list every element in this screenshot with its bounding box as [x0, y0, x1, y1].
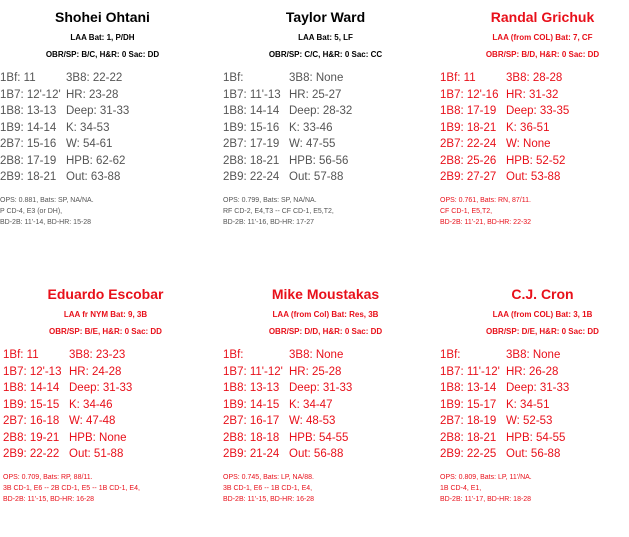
- right-cell: Deep: 31-33: [66, 105, 130, 117]
- team-info: LAA fr NYM Bat: 9, 3B: [63, 310, 148, 319]
- left-cell: 1B7: 11'-12': [440, 365, 500, 378]
- left-cell: 1B7: 11'-12': [223, 365, 283, 378]
- result-row: [0, 87, 205, 104]
- team-info: LAA (from COL) Bat: 7, CF: [492, 33, 593, 42]
- left-cell: 1B7: 12'-12': [0, 88, 61, 101]
- result-row: [440, 120, 629, 137]
- result-row: [440, 136, 629, 153]
- result-row: [440, 446, 629, 463]
- result-row: [3, 380, 208, 397]
- result-row: [3, 397, 208, 414]
- result-row: [223, 380, 428, 397]
- right-cell: HPB: None: [69, 431, 127, 444]
- left-cell: 2B9: 27-27: [440, 171, 497, 183]
- player-name: Shohei Ohtani: [55, 9, 150, 25]
- result-row: [223, 347, 428, 364]
- player-card: [440, 8, 629, 228]
- team-info: LAA (from Col) Bat: Res, 3B: [272, 310, 379, 319]
- right-cell: HPB: 52-52: [506, 154, 566, 167]
- left-cell: 1B9: 18-21: [440, 121, 497, 134]
- right-cell: W: 47-55: [289, 138, 336, 150]
- result-row: [3, 430, 208, 447]
- bd-line: BD-2B: 11'-21, BD-HR: 22-32: [440, 218, 532, 226]
- right-cell: W: None: [506, 138, 551, 150]
- player-card: [3, 285, 208, 505]
- left-cell: 2B7: 17-19: [223, 138, 280, 150]
- result-table: [223, 347, 428, 463]
- right-cell: K: 34-47: [289, 398, 333, 411]
- defense-line: RF CD-2, E4,T3 -- CF CD-1, E5,T2,: [223, 207, 334, 215]
- card-footer: [3, 472, 208, 505]
- left-cell: 1B9: 14-15: [223, 398, 280, 411]
- right-cell: K: 34-53: [66, 121, 110, 134]
- right-cell: 3B8: 28-28: [506, 72, 563, 84]
- left-cell: 2B8: 18-21: [440, 431, 497, 444]
- result-row: [0, 103, 205, 120]
- result-row: [223, 413, 428, 430]
- result-row: [223, 430, 428, 447]
- result-row: [223, 103, 428, 120]
- right-cell: K: 34-46: [69, 398, 113, 411]
- ops-line: OPS: 0.709, Bats: RP, 88/11.: [3, 473, 93, 481]
- right-cell: Out: 57-88: [289, 171, 344, 183]
- left-cell: 2B7: 18-19: [440, 415, 497, 427]
- left-cell: 1B9: 15-16: [223, 121, 280, 134]
- player-name: Mike Moustakas: [271, 286, 380, 302]
- right-cell: HR: 25-28: [289, 365, 342, 378]
- bd-line: BD-2B: 11'-14, BD-HR: 15-28: [0, 218, 92, 226]
- bd-line: BD-2B: 11'-15, BD-HR: 16-28: [3, 495, 95, 503]
- right-cell: HPB: 54-55: [506, 431, 566, 444]
- player-name: Taylor Ward: [285, 9, 366, 25]
- bd-line: BD-2B: 11'-16, BD-HR: 17-27: [223, 218, 315, 226]
- right-cell: HR: 31-32: [506, 88, 559, 101]
- result-row: [440, 347, 629, 364]
- right-cell: HR: 25-27: [289, 88, 342, 101]
- result-row: [0, 153, 205, 170]
- right-cell: Deep: 28-32: [289, 105, 353, 117]
- right-cell: 3B8: 22-22: [66, 72, 123, 84]
- result-row: [3, 413, 208, 430]
- left-cell: 2B8: 17-19: [0, 154, 57, 167]
- left-cell: 1Bf: 11: [440, 72, 476, 84]
- player-name: Randal Grichuk: [490, 9, 595, 25]
- left-cell: 2B9: 21-24: [223, 448, 280, 460]
- result-row: [223, 169, 428, 186]
- right-cell: HR: 26-28: [506, 365, 559, 378]
- card-footer: [223, 472, 428, 505]
- right-cell: Deep: 31-33: [69, 382, 133, 394]
- right-cell: K: 36-51: [506, 121, 550, 134]
- team-info: LAA Bat: 1, P/DH: [70, 33, 135, 42]
- defense-line: 3B CD-1, E6 -- 2B CD-1, E5 -- 1B CD-1, E4,: [3, 484, 140, 492]
- result-row: [0, 169, 205, 186]
- right-cell: Out: 63-88: [66, 171, 121, 183]
- left-cell: 1Bf:: [440, 349, 461, 361]
- right-cell: Deep: 31-33: [506, 382, 570, 394]
- right-cell: Out: 51-88: [69, 448, 124, 460]
- right-cell: K: 34-51: [506, 398, 550, 411]
- result-row: [223, 446, 428, 463]
- result-row: [440, 169, 629, 186]
- right-cell: HR: 23-28: [66, 88, 119, 101]
- result-row: [223, 397, 428, 414]
- right-cell: HPB: 62-62: [66, 154, 126, 167]
- team-info: LAA (from COL) Bat: 3, 1B: [492, 310, 593, 319]
- left-cell: 1B8: 13-13: [223, 382, 280, 394]
- ops-line: OPS: 0.809, Bats: LP, 11'/NA.: [440, 473, 532, 481]
- card-footer: [440, 195, 629, 228]
- right-cell: W: 48-53: [289, 415, 336, 427]
- result-row: [0, 136, 205, 153]
- left-cell: 1Bf:: [223, 72, 244, 84]
- obr-info: OBR/SP: B/C, H&R: 0 Sac: DD: [45, 50, 160, 59]
- result-table: [0, 70, 205, 186]
- defense-line: P CD-4, E3 (or DH),: [0, 207, 63, 215]
- right-cell: HPB: 56-56: [289, 154, 349, 167]
- result-row: [223, 120, 428, 137]
- result-row: [440, 397, 629, 414]
- result-row: [440, 413, 629, 430]
- card-footer: [440, 472, 629, 505]
- ops-line: OPS: 0.799, Bats: SP, NA/NA.: [223, 196, 317, 204]
- obr-info: OBR/SP: B/E, H&R: 0 Sac: DD: [49, 327, 162, 336]
- result-row: [3, 364, 208, 381]
- left-cell: 1Bf: 11: [0, 72, 36, 84]
- left-cell: 2B8: 18-18: [223, 431, 280, 444]
- bd-line: BD-2B: 11'-17, BD-HR: 18-28: [440, 495, 532, 503]
- right-cell: 3B8: None: [506, 349, 561, 361]
- left-cell: 1B8: 17-19: [440, 105, 497, 117]
- result-row: [0, 120, 205, 137]
- left-cell: 2B7: 16-18: [3, 415, 60, 427]
- right-cell: 3B8: None: [289, 349, 344, 361]
- left-cell: 1B8: 14-14: [3, 382, 60, 394]
- result-row: [223, 136, 428, 153]
- result-table: [223, 70, 428, 186]
- right-cell: Deep: 33-35: [506, 105, 570, 117]
- result-table: [3, 347, 208, 463]
- right-cell: Out: 56-88: [506, 448, 561, 460]
- right-cell: W: 52-53: [506, 415, 553, 427]
- player-card: [223, 8, 428, 228]
- result-table: [440, 347, 629, 463]
- right-cell: Deep: 31-33: [289, 382, 353, 394]
- left-cell: 1B8: 13-14: [440, 382, 497, 394]
- left-cell: 1B9: 15-15: [3, 398, 60, 411]
- right-cell: Out: 53-88: [506, 171, 561, 183]
- left-cell: 2B8: 19-21: [3, 431, 60, 444]
- left-cell: 1B8: 13-13: [0, 105, 57, 117]
- result-row: [223, 364, 428, 381]
- team-info: LAA Bat: 5, LF: [298, 33, 353, 42]
- left-cell: 2B8: 25-26: [440, 154, 497, 167]
- left-cell: 2B8: 18-21: [223, 154, 280, 167]
- left-cell: 1Bf: 11: [3, 349, 39, 361]
- right-cell: W: 47-48: [69, 415, 116, 427]
- ops-line: OPS: 0.745, Bats: LP, NA/88.: [223, 473, 314, 481]
- result-row: [3, 347, 208, 364]
- defense-line: 1B CD-4, E1,: [440, 484, 482, 492]
- left-cell: 1B8: 14-14: [223, 105, 280, 117]
- obr-info: OBR/SP: C/C, H&R: 0 Sac: CC: [268, 50, 383, 59]
- left-cell: 2B9: 18-21: [0, 171, 57, 183]
- player-card: [440, 285, 629, 505]
- left-cell: 2B9: 22-25: [440, 448, 497, 460]
- result-row: [0, 70, 205, 87]
- left-cell: 2B7: 16-17: [223, 415, 280, 427]
- defense-line: CF CD-1, E5,T2,: [440, 207, 493, 215]
- result-row: [3, 446, 208, 463]
- left-cell: 1B7: 11'-13: [223, 88, 281, 101]
- left-cell: 1B7: 12'-16: [440, 88, 499, 101]
- left-cell: 2B9: 22-22: [3, 448, 60, 460]
- result-row: [223, 153, 428, 170]
- result-row: [440, 103, 629, 120]
- left-cell: 2B9: 22-24: [223, 171, 280, 183]
- result-row: [440, 70, 629, 87]
- defense-line: 3B CD-1, E6 -- 1B CD-1, E4,: [223, 484, 313, 492]
- result-row: [440, 87, 629, 104]
- right-cell: 3B8: 23-23: [69, 349, 126, 361]
- right-cell: Out: 56-88: [289, 448, 344, 460]
- right-cell: HR: 24-28: [69, 365, 122, 378]
- left-cell: 1B9: 15-17: [440, 398, 497, 411]
- obr-info: OBR/SP: D/E, H&R: 0 Sac: DD: [486, 327, 599, 336]
- result-row: [440, 153, 629, 170]
- left-cell: 1Bf:: [223, 349, 244, 361]
- result-row: [440, 364, 629, 381]
- obr-info: OBR/SP: B/D, H&R: 0 Sac: DD: [485, 50, 600, 59]
- left-cell: 2B7: 15-16: [0, 138, 57, 150]
- right-cell: W: 54-61: [66, 138, 113, 150]
- result-row: [223, 87, 428, 104]
- obr-info: OBR/SP: D/D, H&R: 0 Sac: DD: [268, 327, 383, 336]
- ops-line: OPS: 0.761, Bats: RN, 87/11.: [440, 196, 531, 204]
- left-cell: 2B7: 22-24: [440, 138, 497, 150]
- bd-line: BD-2B: 11'-15, BD-HR: 16-28: [223, 495, 315, 503]
- right-cell: K: 33-46: [289, 121, 333, 134]
- right-cell: HPB: 54-55: [289, 431, 349, 444]
- left-cell: 1B7: 12'-13: [3, 365, 62, 378]
- player-card: [223, 285, 428, 505]
- player-name: C.J. Cron: [511, 286, 574, 302]
- player-name: Eduardo Escobar: [47, 286, 164, 302]
- ops-line: OPS: 0.881, Bats: SP, NA/NA.: [0, 196, 94, 204]
- result-row: [440, 380, 629, 397]
- card-footer: [223, 195, 428, 228]
- left-cell: 1B9: 14-14: [0, 121, 57, 134]
- right-cell: 3B8: None: [289, 72, 344, 84]
- player-card: [0, 8, 205, 228]
- result-row: [223, 70, 428, 87]
- result-table: [440, 70, 629, 186]
- card-footer: [0, 195, 205, 228]
- result-row: [440, 430, 629, 447]
